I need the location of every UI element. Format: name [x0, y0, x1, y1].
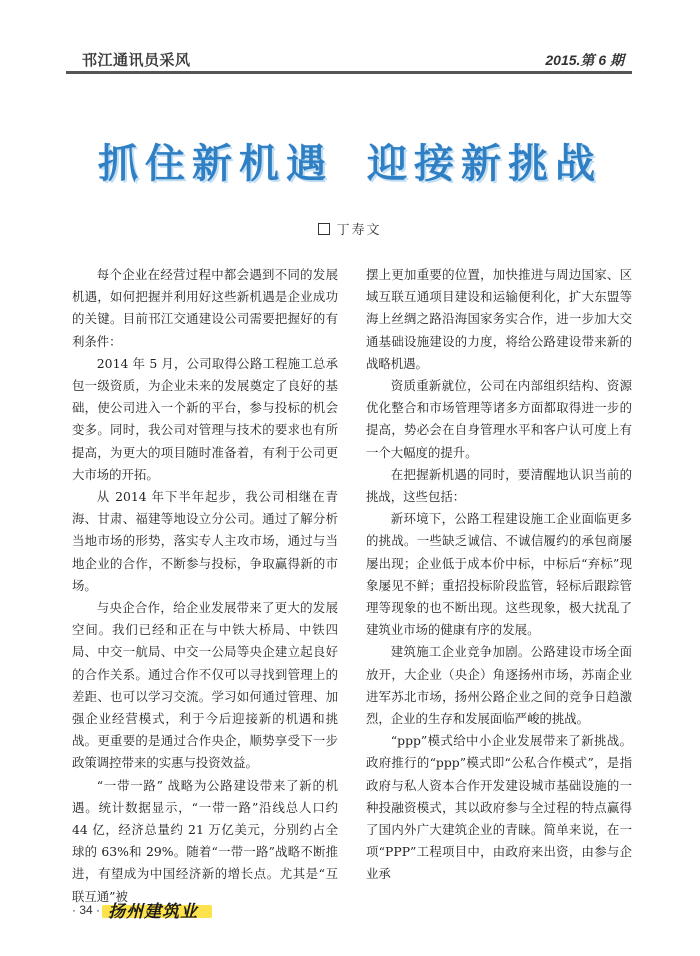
author-box-icon [318, 223, 330, 235]
page-header [0, 0, 700, 76]
column-name: 邗江通讯员采风 [82, 51, 191, 69]
page-footer [72, 895, 232, 921]
issue-number: 2015.第 6 期 [545, 52, 624, 68]
paragraph: 每个企业在经营过程中都会遇到不同的发展机遇，如何把握并利用好这些新机遇是企业成功的关键。目前邗江交通建设公司需要把握好的有利条件： [72, 267, 338, 349]
paragraph: “一带一路” 战略为公路建设带来了新的机遇。统计数据显示，“一带一路”沿线总人口约 44 亿，经济总量约 21 万亿美元，分别约占全球的 63%和 29%。随着“一带一路”战略不断推进，有望成为中国经济新的增长点。尤其是“互联互通”被 [72, 777, 338, 904]
author-name: 丁寿文 [336, 223, 382, 238]
paragraph: 在把握新机遇的同时，要清醒地认识当前的挑战，这些包括： [366, 466, 632, 505]
article-title [0, 132, 700, 189]
title-part-2: 迎接新挑战 [367, 141, 602, 187]
magazine-logo: 扬州建筑业 [108, 902, 198, 922]
header-rule [66, 71, 632, 74]
title-part-1: 抓住新机遇 [98, 141, 333, 187]
paragraph: 与央企合作，给企业发展带来了更大的发展空间。我们已经和正在与中铁大桥局、中铁四局、中交一航局、中交一公局等央企建立起良好的合作关系。通过合作不仅可以寻找到管理上的差距、也可以学习交流。学习如何通过管理、加强企业经营模式，利于今后迎接新的机遇和挑战。更重要的是通过合作央企，顺势享受下一步政策调控带来的实惠与投资效益。 [72, 600, 338, 771]
paragraph: 2014 年 5 月，公司取得公路工程施工总承包一级资质，为企业未来的发展奠定了良好的基础，使公司进入一个新的平台，参与投标的机会变多。同时，我公司对管理与技术的要求也有所提高，为更大的项目随时准备着，有利于公司更大市场的开拓。 [72, 355, 338, 482]
left-column [72, 264, 338, 908]
paragraph: 建筑施工企业竞争加剧。公路建设市场全面放开，大企业（央企）角逐扬州市场，苏南企业进军苏北市场，扬州公路企业之间的竞争日趋激烈，企业的生存和发展面临严峻的挑战。 [366, 644, 632, 727]
paragraph: 从 2014 年下半年起步，我公司相继在青海、甘肃、福建等地设立分公司。通过了解分析当地市场的形势，落实专人主攻市场，通过与当地企业的合作，不断参与投标，争取赢得新的市场。 [72, 489, 338, 593]
paragraph: 资质重新就位，公司在内部组织结构、资源优化整合和市场管理等诸多方面都取得进一步的提高，势必会在自身管理水平和客户认可度上有一个大幅度的提升。 [366, 378, 632, 460]
right-column [366, 264, 632, 886]
paragraph: “ppp”模式给中小企业发展带来了新挑战。政府推行的“ppp”模式即“公私合作模式”，是指政府与私人资本合作开发建设城市基础设施的一种投融资模式，其以政府参与全过程的特点赢得了国内外广大建筑企业的青睐。简单来说，在一项“PPP”工程项目中，由政府来出资，由参与企业承 [366, 733, 632, 882]
page-number: · 34 · [72, 903, 101, 917]
paragraph-continuation: 摆上更加重要的位置，加快推进与周边国家、区域互联互通项目建设和运输便利化，扩大东盟等海上丝绸之路沿海国家务实合作，进一步加大交通基础设施建设的力度，将给公路建设带来新的战略机遇。 [366, 267, 632, 371]
paragraph: 新环境下，公路工程建设施工企业面临更多的挑战。一些缺乏诚信、不诚信履约的承包商屡屡出现；企业低于成本价中标，中标后“弃标”现象屡见不鲜；重招投标阶段监管，轻标后跟踪管理等现象的也不断出现。这些现象，极大扰乱了建筑业市场的健康有序的发展。 [366, 511, 632, 638]
author-line [0, 219, 700, 238]
